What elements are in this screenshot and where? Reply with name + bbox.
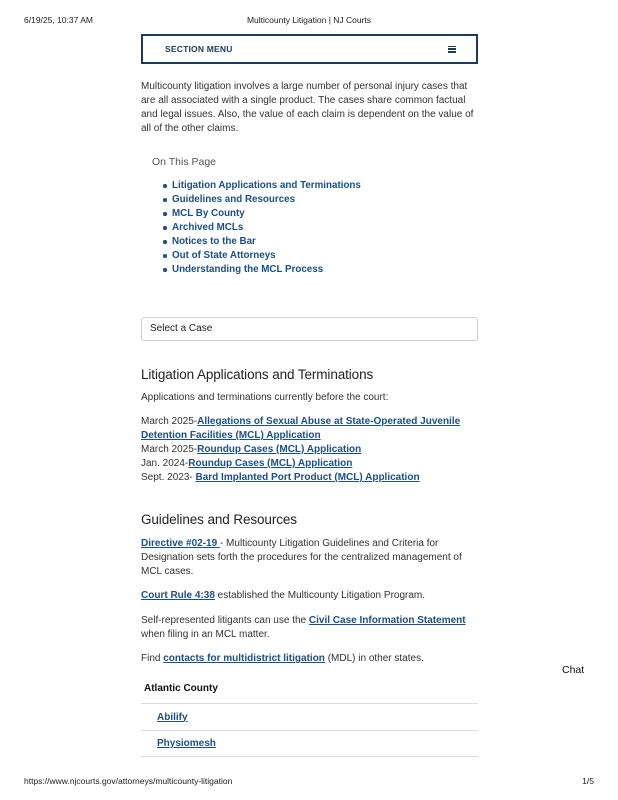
list-item <box>141 730 478 757</box>
application-link[interactable]: Bard Implanted Port Product (MCL) Application <box>195 472 420 483</box>
section-menu-label: SECTION MENU <box>165 44 233 54</box>
toc-link-understanding-mcl[interactable]: Understanding the MCL Process <box>172 263 361 277</box>
court-rule-text: established the Multicounty Litigation Program. <box>214 590 426 601</box>
court-rule-paragraph <box>141 589 478 603</box>
on-this-page-heading: On This Page <box>152 156 217 168</box>
litigation-intro: Applications and terminations currently before the court: <box>141 392 389 403</box>
section-menu-button[interactable] <box>141 34 478 64</box>
print-footer <box>24 776 594 788</box>
print-page-title: Multicounty Litigation | NJ Courts <box>246 15 372 25</box>
civil-case-info-link[interactable]: Civil Case Information Statement <box>308 615 466 626</box>
mdl-contacts-paragraph <box>141 652 478 666</box>
application-date: Sept. 2023- <box>141 472 196 483</box>
litigation-heading: Litigation Applications and Terminations <box>141 367 374 382</box>
self-represented-paragraph <box>141 614 478 642</box>
county-mcl-list <box>141 703 478 757</box>
hamburger-menu-icon <box>448 46 456 53</box>
application-link[interactable]: Allegations of Sexual Abuse at State-Operated Juvenile Detention Facilities (MCL) Application <box>141 416 461 441</box>
toc-link-out-of-state[interactable]: Out of State Attorneys <box>172 249 361 263</box>
application-date: Jan. 2024- <box>141 458 189 469</box>
print-header <box>24 15 594 27</box>
intro-paragraph: Multicounty litigation involves a large number of personal injury cases that are all associated with a single product. The cases share common factual and legal issues. Also, the value of each claim is dependent on the value of all of the other claims. <box>141 81 474 134</box>
mdl-find-text-end: (MDL) in other states. <box>324 653 424 664</box>
county-heading: Atlantic County <box>144 683 218 694</box>
application-item <box>141 457 478 471</box>
court-rule-link[interactable]: Court Rule 4:38 <box>141 590 215 601</box>
directive-link[interactable]: Directive #02-19 <box>141 538 220 549</box>
print-url: https://www.njcourts.gov/attorneys/multicounty-litigation <box>24 776 233 786</box>
toc-link-litigation-applications[interactable]: Litigation Applications and Terminations <box>172 180 361 191</box>
select-case-dropdown[interactable]: Select a Case <box>141 317 478 341</box>
mcl-link-abilify[interactable]: Abilify <box>157 711 188 723</box>
mcl-link-physiomesh[interactable]: Physiomesh <box>157 738 216 749</box>
chat-button[interactable]: Chat <box>562 664 585 676</box>
print-datetime: 6/19/25, 10:37 AM <box>24 15 93 25</box>
application-item <box>141 443 478 457</box>
application-date: March 2025- <box>141 416 198 427</box>
self-represented-text: Self-represented litigants can use the <box>141 615 309 626</box>
mdl-contacts-link[interactable]: contacts for multidistrict litigation <box>163 653 325 664</box>
application-item <box>141 415 478 443</box>
mdl-find-text: Find <box>141 653 164 664</box>
application-link[interactable]: Roundup Cases (MCL) Application <box>188 458 353 469</box>
guidelines-heading: Guidelines and Resources <box>141 512 297 527</box>
toc-link-notices[interactable]: Notices to the Bar <box>172 235 361 249</box>
toc-link-mcl-by-county[interactable]: MCL By County <box>172 207 361 221</box>
print-page-number: 1/5 <box>582 776 594 786</box>
list-item <box>141 703 478 730</box>
toc-link-archived-mcls[interactable]: Archived MCLs <box>172 221 361 235</box>
directive-paragraph <box>141 537 478 579</box>
application-date: March 2025- <box>141 444 198 455</box>
application-item <box>141 471 478 485</box>
self-represented-text-end: when filing in an MCL matter. <box>141 615 469 640</box>
toc-link-guidelines[interactable]: Guidelines and Resources <box>172 193 361 207</box>
applications-list <box>141 415 478 485</box>
on-this-page-list <box>172 179 361 277</box>
directive-text: - Multicounty Litigation Guidelines and Criteria for Designation sets forth the procedures for the centralized management of MCL cases. <box>141 538 462 577</box>
application-link[interactable]: Roundup Cases (MCL) Application <box>197 444 362 455</box>
